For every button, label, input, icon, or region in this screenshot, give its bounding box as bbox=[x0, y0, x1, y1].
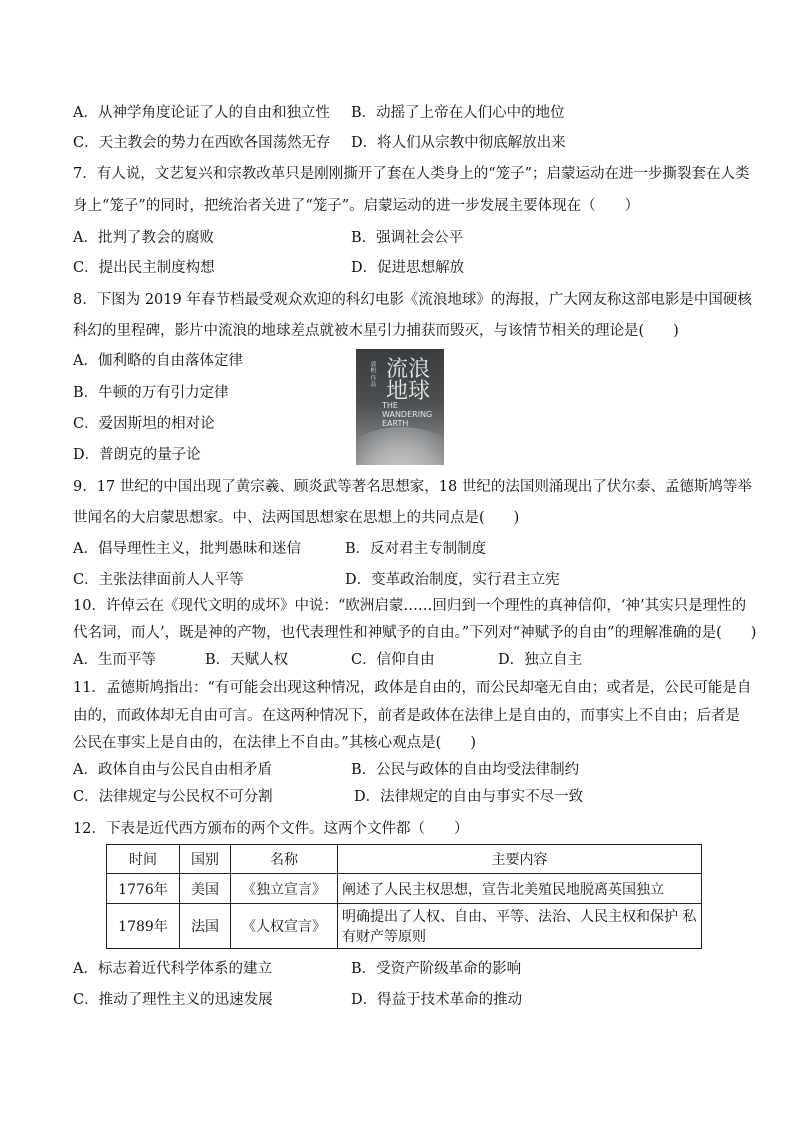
q9-option-b: B．反对君主专制制度 bbox=[345, 541, 487, 557]
q8-option-c: C．爱因斯坦的相对论 bbox=[73, 416, 215, 432]
q8-option-b: B．牛顿的万有引力定律 bbox=[73, 385, 229, 401]
table-header-cell: 名称 bbox=[231, 845, 338, 874]
q7-stem-line1: 7．有人说，文艺复兴和宗教改革只是刚刚撕开了套在人类身上的“笼子”；启蒙运动在进一步撕裂套在人类 bbox=[73, 166, 750, 182]
q11-option-d: D．法律规定的自由与事实不尽一致 bbox=[354, 789, 584, 805]
q12-option-c: C．推动了理性主义的迅速发展 bbox=[73, 992, 273, 1008]
table-cell-country: 法国 bbox=[180, 904, 231, 949]
table-cell-content: 明确提出了人权、自由、平等、法治、人民主权和保护 私有财产等原则 bbox=[338, 904, 702, 949]
q6-option-c: C．天主教会的势力在西欧各国荡然无存 bbox=[73, 135, 331, 151]
q10-stem-line1: 10．许倬云在《现代文明的成坏》中说：“欧洲启蒙……回归到一个理性的真神信仰，‘神’其实只是理性的 bbox=[73, 598, 747, 614]
q10-option-d: D．独立自主 bbox=[498, 652, 583, 668]
q8-stem-line1: 8．下图为 2019 年春节档最受观众欢迎的科幻电影《流浪地球》的海报，广大网友称这部电影是中国硬核 bbox=[73, 292, 752, 308]
q7-option-c: C．提出民主制度构想 bbox=[73, 260, 215, 276]
table-cell-country: 美国 bbox=[180, 874, 231, 904]
table-cell-content: 阐述了人民主权思想，宣告北美殖民地脱离英国独立 bbox=[338, 874, 702, 904]
q12-stem: 12．下表是近代西方颁布的两个文件。这两个文件都（ ） bbox=[73, 821, 469, 837]
q10-option-c: C．信仰自由 bbox=[351, 652, 435, 668]
poster-title: 流浪地球 bbox=[386, 357, 431, 404]
q11-stem-line1: 11．孟德斯鸠指出：“有可能会出现这种情况，政体是自由的，而公民却毫无自由；或者是，公民可能是自 bbox=[73, 680, 752, 696]
wandering-earth-poster bbox=[356, 349, 444, 465]
table-header-cell: 国别 bbox=[180, 845, 231, 874]
table-row bbox=[107, 904, 702, 949]
q12-option-d: D．得益于技术革命的推动 bbox=[351, 992, 523, 1008]
q10-stem-line2: 代名词，而人’，既是神的产物，也代表理性和神赋予的自由。”下列对“神赋予的自由”的理解准确的是( ) bbox=[73, 625, 757, 641]
q11-option-a: A．政体自由与公民自由相矛盾 bbox=[73, 762, 272, 778]
q9-stem-line2: 世闻名的大启蒙思想家。中、法两国思想家在思想上的共同点是( ) bbox=[73, 510, 520, 526]
q9-stem-line1: 9．17 世纪的中国出现了黄宗羲、顾炎武等著名思想家，18 世纪的法国则涌现出了伏尔泰、孟德斯鸠等举 bbox=[73, 479, 752, 495]
q8-stem-line2: 科幻的里程碑，影片中流浪的地球差点就被木星引力捕获而毁灭，与该情节相关的理论是( ) bbox=[73, 323, 679, 339]
poster-small-text: 郭帆 作品 bbox=[369, 361, 376, 387]
q8-option-a: A．伽利略的自由落体定律 bbox=[73, 353, 243, 369]
q12-option-a: A．标志着近代科学体系的建立 bbox=[73, 961, 272, 977]
q7-option-a: A．批判了教会的腐败 bbox=[73, 230, 214, 246]
table-header-cell: 主要内容 bbox=[338, 845, 702, 874]
q11-stem-line2: 由的，而政体却无自由可言。在这两种情况下，前者是政体在法律上是自由的，而事实上不自由；后者是 bbox=[73, 708, 740, 724]
table-cell-name: 《独立宣言》 bbox=[231, 874, 338, 904]
q7-option-d: D．促进思想解放 bbox=[351, 260, 465, 276]
table-row bbox=[107, 874, 702, 904]
q10-option-a: A．生而平等 bbox=[73, 652, 156, 668]
q7-option-b: B．强调社会公平 bbox=[351, 230, 464, 246]
q12-option-b: B．受资产阶级革命的影响 bbox=[351, 961, 522, 977]
poster-english-title: THE WANDERING EARTH bbox=[382, 401, 433, 428]
q6-option-b: B．动摇了上帝在人们心中的地位 bbox=[351, 105, 565, 121]
table-header-row bbox=[107, 845, 702, 874]
q11-option-b: B．公民与政体的自由均受法律制约 bbox=[351, 762, 580, 778]
documents-table bbox=[106, 844, 702, 949]
q8-option-d: D．普朗克的量子论 bbox=[73, 447, 201, 463]
q9-option-d: D．变革政治制度，实行君主立宪 bbox=[345, 572, 560, 588]
q6-option-a: A．从神学角度论证了人的自由和独立性 bbox=[73, 105, 330, 121]
q9-option-c: C．主张法律面前人人平等 bbox=[73, 572, 244, 588]
poster-earth-arc bbox=[356, 427, 444, 465]
table-header-cell: 时间 bbox=[107, 845, 180, 874]
q9-option-a: A．倡导理性主义，批判愚昧和迷信 bbox=[73, 541, 301, 557]
q7-stem-line2: 身上“笼子”的同时，把统治者关进了“笼子”。启蒙运动的进一步发展主要体现在（ ） bbox=[73, 198, 640, 214]
q11-stem-line3: 公民在事实上是自由的，在法律上不自由。”其核心观点是( ) bbox=[73, 735, 476, 751]
table-cell-time: 1776年 bbox=[107, 874, 180, 904]
q11-option-c: C．法律规定与公民权不可分割 bbox=[73, 789, 273, 805]
table-cell-name: 《人权宣言》 bbox=[231, 904, 338, 949]
q6-option-d: D．将人们从宗教中彻底解放出来 bbox=[351, 135, 566, 151]
q10-option-b: B．天赋人权 bbox=[205, 652, 289, 668]
table-cell-time: 1789年 bbox=[107, 904, 180, 949]
